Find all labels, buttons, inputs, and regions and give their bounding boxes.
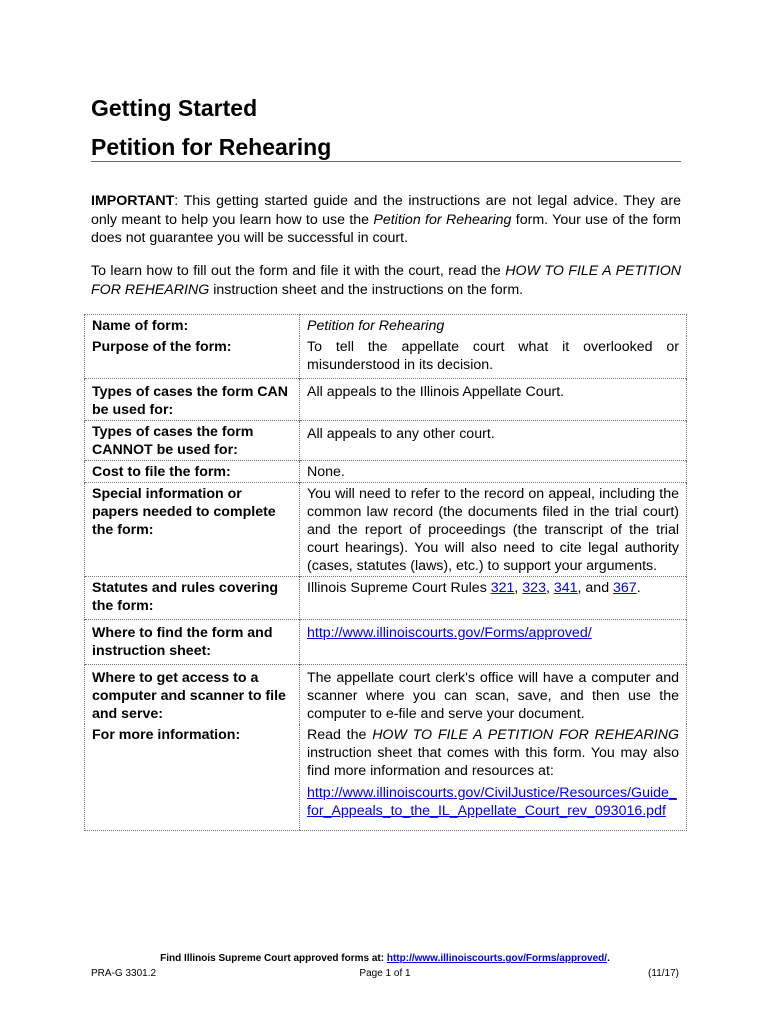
important-text-a: : This getting started guide and the instructions are not legal advice. They are only meant to help you learn how to use the [91,193,681,228]
table-row [85,620,687,665]
footer-revision: (11/17) [648,968,679,979]
cost-value: None. [300,461,687,483]
rule-separator: , [545,580,554,596]
rule-367-link[interactable]: 367 [613,580,637,596]
table-row [85,421,687,461]
learn-sheet-name: HOW TO FILE A PETITION FOR REHEARING [91,263,681,298]
table-row [85,665,687,725]
learn-text-a: To learn how to fill out the form and file it with the court, read the [91,263,506,279]
purpose-value: To tell the appellate court what it overlooked or misunderstood in its decision. [300,336,687,379]
rule-321-link[interactable]: 321 [490,580,515,596]
important-label: IMPORTANT [91,193,175,209]
footer-approved-suffix: . [607,953,610,964]
title-divider [91,161,681,162]
important-notice [91,192,681,248]
learn-text-b: instruction sheet and the instructions on the form. [209,281,524,298]
table-row [85,483,687,577]
footer-approved-link[interactable]: http://www.illinoiscourts.gov/Forms/approved/ [386,953,608,964]
name-label: Name of form: [85,315,300,337]
can-label: Types of cases the form CAN be used for: [85,379,300,421]
computer-value: The appellate court clerk's office will have a computer and scanner where you can scan, save, and then use the computer to e-file and serve your document. [300,665,687,725]
footer-approved-prefix: Find Illinois Supreme Court approved forms at: [160,953,387,964]
table-row [85,577,687,620]
forms-approved-link[interactable]: http://www.illinoiscourts.gov/Forms/approved/ [307,625,592,641]
form-info-table [84,314,687,831]
important-form-name: Petition for Rehearing [373,211,512,228]
footer-form-code: PRA-G 3301.2 [91,968,157,979]
purpose-label: Purpose of the form: [85,336,300,379]
can-value: All appeals to the Illinois Appellate Court. [300,379,687,421]
rule-separator: , [514,580,523,596]
table-row [85,315,687,337]
more-text-a: Read the [307,727,373,743]
learn-paragraph [91,262,681,299]
rule-323-link[interactable]: 323 [522,580,546,596]
table-row [85,724,687,831]
table-row [85,336,687,379]
page-subtitle: Petition for Rehearing [91,134,332,160]
where-form-label: Where to find the form and instruction sheet: [85,620,300,665]
cost-label: Cost to file the form: [85,461,300,483]
where-form-value [300,620,687,665]
computer-label: Where to get access to a computer and scanner to file and serve: [85,665,300,725]
footer-approved-forms [0,953,770,964]
more-label: For more information: [85,724,300,831]
important-text-b: form. Your use of the form does not guarantee you will be successful in court. [91,211,681,246]
table-row [85,379,687,421]
table-row [85,461,687,483]
more-sheet-name: HOW TO FILE A PETITION FOR REHEARING [372,727,680,743]
special-label: Special information or papers needed to complete the form: [85,483,300,577]
statutes-label: Statutes and rules covering the form: [85,577,300,620]
cannot-label: Types of cases the form CANNOT be used for: [85,421,300,461]
statutes-prefix: Illinois Supreme Court Rules [307,580,491,596]
rule-separator: , and [577,580,614,596]
more-text-b: instruction sheet that comes with this form. You may also find more information and resources at: [307,745,679,779]
appeals-guide-link[interactable]: http://www.illinoiscourts.gov/CivilJustice/Resources/Guide_for_Appeals_to_the_IL_Appellate_Court_rev_093016.pdf [307,785,677,819]
rule-341-link[interactable]: 341 [553,580,578,596]
statutes-suffix: . [636,580,641,596]
footer-page-number: Page 1 of 1 [359,968,411,979]
special-value: You will need to refer to the record on appeal, including the common law record (the documents filed in the trial court) and the report of proceedings (the transcript of the trial court hearings). You will also need to cite legal authority (cases, statutes (laws), etc.) to support your arguments. [300,483,687,577]
more-value [300,724,687,831]
page-title: Getting Started [91,95,258,121]
name-value: Petition for Rehearing [300,315,687,337]
statutes-value [300,577,687,620]
cannot-value: All appeals to any other court. [300,421,687,461]
